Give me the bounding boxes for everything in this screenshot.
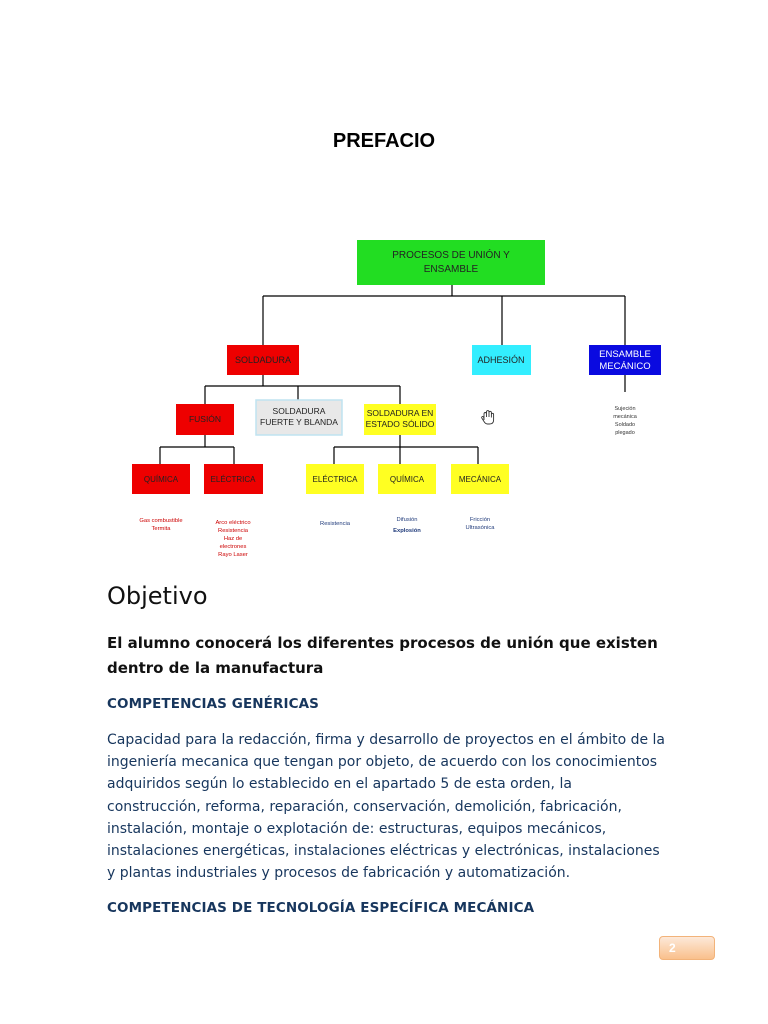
competencias-genericas-text: Capacidad para la redacción, firma y desarrollo de proyectos en el ámbito de la ingeniería mecanica que tengan por objeto, de acuerdo con los conocimientos adquiridos según lo establecido en el apartado 5 de esta orden, la construcción, reforma, reparación, conservación, demolición, fabricación, instalación, montaje o explotación de: estructuras, equipos mecánicos, instalaciones energéticas, instalaciones eléctricas y electrónicas, instalaciones y plantas industriales y procesos de fabricación y automatización.	[107, 732, 666, 882]
objetivo-text: El alumno conocerá los diferentes procesos de unión que existen dentro de la manufactura	[107, 634, 658, 677]
fusion-node	[176, 404, 234, 435]
svg-text:Sujeción: Sujeción	[614, 406, 636, 412]
svg-text:Soldado: Soldado	[614, 422, 636, 428]
root-label-line2: ENSAMBLE	[423, 264, 479, 275]
svg-text:Ultrasónica: Ultrasónica	[465, 525, 495, 531]
estado-solido-node	[364, 404, 436, 435]
estado-solido-label-line2: ESTADO SÓLIDO	[365, 419, 435, 429]
objetivo-heading: Objetivo	[107, 582, 208, 610]
competencias-genericas-heading: COMPETENCIAS GENÉRICAS	[107, 696, 319, 712]
electrica-fusion-label: ELÉCTRICA	[210, 475, 256, 484]
quimica-solido-label: QUÍMICA	[389, 475, 425, 484]
electrica-solido-node	[306, 464, 364, 494]
hand-cursor-icon	[482, 411, 494, 424]
page-title: PREFACIO	[332, 130, 436, 152]
svg-text:Termita: Termita	[151, 526, 171, 532]
mecanica-notes	[466, 517, 496, 531]
fusion-label: FUSIÓN	[188, 414, 222, 424]
svg-text:Resistencia: Resistencia	[320, 521, 350, 527]
electrica-solido-label: ELÉCTRICA	[312, 475, 358, 484]
ensamble-node	[589, 345, 661, 375]
svg-text:Difusión: Difusión	[396, 517, 418, 523]
electrica-fusion-notes	[215, 520, 250, 558]
quimica-node	[132, 464, 190, 494]
quimica-solido-node	[378, 464, 436, 494]
electrica-solido-notes	[320, 521, 351, 527]
ensamble-label-line2: MECÁNICO	[599, 361, 651, 372]
quimica-solido-notes	[393, 517, 421, 534]
quimica-label: QUÍMICA	[143, 475, 179, 484]
svg-text:Haz de: Haz de	[223, 536, 243, 542]
svg-text:plegado: plegado	[615, 430, 635, 436]
fuerte-blanda-label-line2: FUERTE Y BLANDA	[260, 417, 338, 427]
mecanica-label: MECÁNICA	[458, 475, 502, 484]
quimica-notes	[139, 518, 182, 532]
svg-text:Explosión: Explosión	[393, 528, 421, 534]
ensamble-notes	[613, 406, 637, 436]
ensamble-label-line1: ENSAMBLE	[599, 349, 651, 360]
svg-text:mecánica: mecánica	[613, 414, 637, 420]
svg-text:Resistencia: Resistencia	[218, 528, 248, 534]
page-number-badge: 2	[659, 936, 715, 960]
estado-solido-label-line1: SOLDADURA EN	[366, 408, 434, 418]
electrica-fusion-node	[204, 464, 263, 494]
svg-text:Rayo Laser: Rayo Laser	[218, 552, 248, 558]
mecanica-node	[451, 464, 509, 494]
adhesion-node	[472, 345, 531, 375]
competencias-especificas-heading: COMPETENCIAS DE TECNOLOGÍA ESPECÍFICA MECÁNICA	[107, 900, 535, 916]
root-label-line1: PROCESOS DE UNIÓN Y	[392, 250, 510, 261]
soldadura-label: SOLDADURA	[234, 355, 292, 365]
root-node	[357, 240, 545, 285]
svg-text:Fricción: Fricción	[469, 517, 491, 523]
svg-text:electrones: electrones	[219, 544, 247, 550]
soldadura-node	[227, 345, 299, 375]
fuerte-blanda-label-line1: SOLDADURA	[272, 406, 326, 416]
fuerte-blanda-node	[256, 400, 342, 435]
adhesion-label: ADHESIÓN	[477, 355, 525, 365]
svg-text:Arco eléctrico: Arco eléctrico	[215, 520, 251, 526]
svg-text:Gas combustible: Gas combustible	[139, 518, 183, 524]
